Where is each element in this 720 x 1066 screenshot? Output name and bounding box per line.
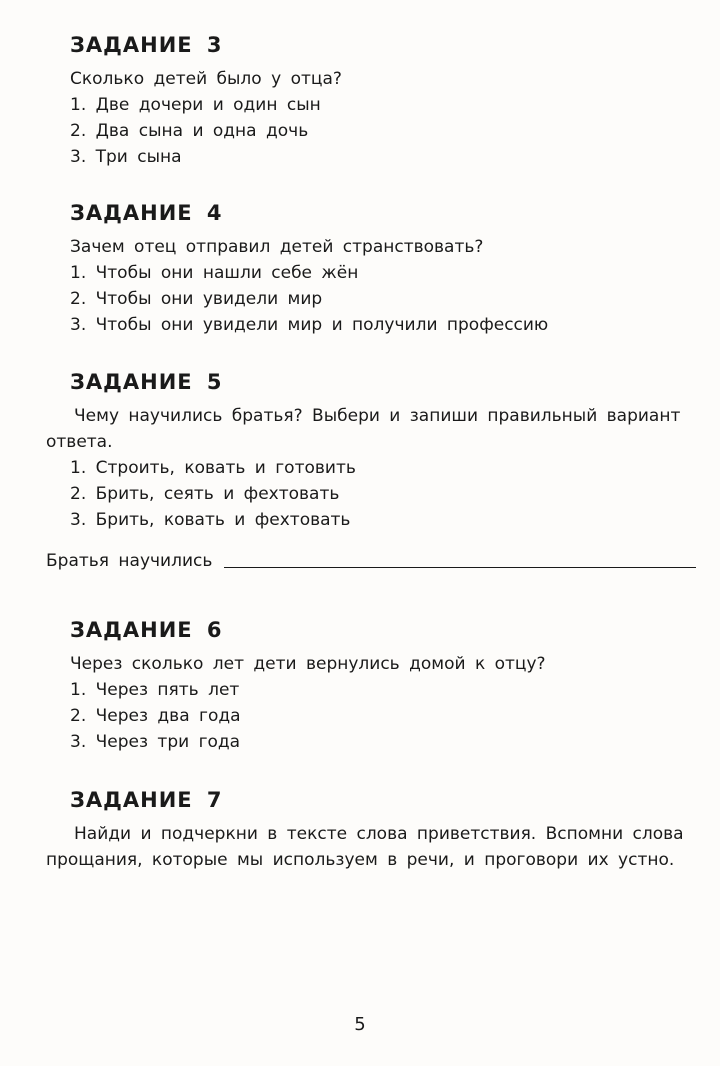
task-3 xyxy=(70,32,700,170)
task-title: ЗАДАНИЕ 3 xyxy=(70,33,223,57)
option: 3. Три сына xyxy=(70,147,182,167)
task-question: Найди и подчеркни в тексте слова приветствия. Вспомни слова прощания, которые мы используем в речи, и проговори их устно. xyxy=(46,824,684,870)
task-title: ЗАДАНИЕ 4 xyxy=(70,201,223,225)
option: 1. Две дочери и один сын xyxy=(70,95,321,115)
answer-blank-field[interactable] xyxy=(224,547,696,568)
option: 3. Через три года xyxy=(70,732,241,752)
task-question: Чему научились братья? Выбери и запиши правильный вариант ответа. xyxy=(46,406,681,452)
options-list xyxy=(70,260,700,338)
options-list xyxy=(70,455,700,533)
options-list xyxy=(70,92,700,170)
task-question: Сколько детей было у отца? xyxy=(70,69,342,89)
option: 2. Два сына и одна дочь xyxy=(70,121,309,141)
option: 1. Строить, ковать и готовить xyxy=(70,458,356,478)
task-6 xyxy=(70,617,700,755)
option: 1. Чтобы они нашли себе жён xyxy=(70,263,359,283)
option: 2. Через два года xyxy=(70,706,241,726)
task-title: ЗАДАНИЕ 7 xyxy=(70,788,223,812)
task-4 xyxy=(70,200,700,338)
option: 3. Чтобы они увидели мир и получили профессию xyxy=(70,315,549,335)
option: 2. Чтобы они увидели мир xyxy=(70,289,323,309)
option: 1. Через пять лет xyxy=(70,680,240,700)
option: 2. Брить, сеять и фехтовать xyxy=(70,484,340,504)
answer-label: Братья научились xyxy=(46,551,213,571)
page-number: 5 xyxy=(354,1014,366,1035)
options-list xyxy=(70,677,700,755)
option: 3. Брить, ковать и фехтовать xyxy=(70,510,351,530)
task-question: Зачем отец отправил детей странствовать? xyxy=(70,237,484,257)
task-7 xyxy=(46,787,700,873)
task-title: ЗАДАНИЕ 6 xyxy=(70,618,223,642)
task-5 xyxy=(46,369,700,533)
task-title: ЗАДАНИЕ 5 xyxy=(70,370,223,394)
task-question: Через сколько лет дети вернулись домой к отцу? xyxy=(70,654,546,674)
answer-line xyxy=(46,544,696,574)
